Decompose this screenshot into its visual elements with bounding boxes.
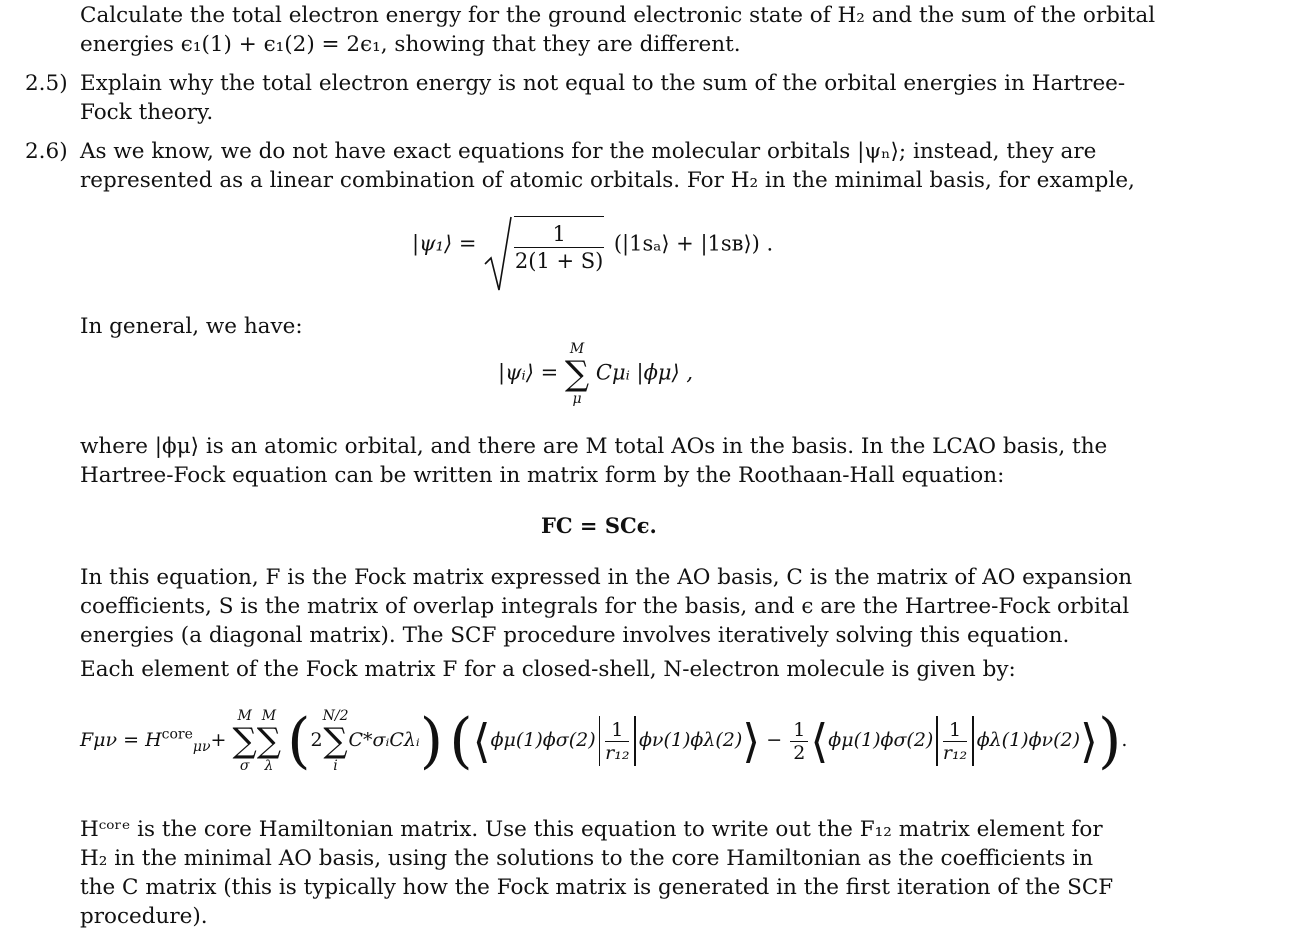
ket-exchange: ϕλ(1)ϕν(2) [976,729,1081,751]
sqrt-radical [483,216,607,274]
eq1-rhs: (|1sₐ⟩ + |1sʙ⟩) . [613,231,774,256]
equation-psi-i [498,340,693,408]
left-angle-icon: ⟨ [810,714,829,768]
bra-exchange: ϕμ(1)ϕσ(2) [828,729,934,751]
r12-fraction [943,719,967,764]
sigma-icon: ∑ [564,354,590,394]
sigma-icon: ∑ [232,721,257,761]
q26-line-1: As we know, we do not have exact equations for the molecular orbitals |ψₙ⟩; instead, they are [80,139,1097,164]
ket-coulomb: ϕν(1)ϕλ(2) [638,729,743,751]
right-paren-icon: ) [1097,706,1122,776]
r12-fraction [605,719,629,764]
hcore-line-1: Hᶜᵒʳᵉ is the core Hamiltonian matrix. Use this equation to write out the F₁₂ matrix element for [80,817,1103,842]
density-factor: 2 [310,729,323,751]
minus-sign: − [766,729,783,751]
ket-bar [634,716,636,766]
eq1-lhs: |ψ₁⟩ = [412,231,477,256]
explanation-line-2: coefficients, S is the matrix of overlap integrals for the basis, and ϵ are the Hartree-Fock orbital [80,594,1130,619]
where-line-2: Hartree-Fock equation can be written in matrix form by the Roothaan-Hall equation: [80,463,1005,488]
hcore-line-2: H₂ in the minimal AO basis, using the solutions to the core Hamiltonian as the coefficients in [80,846,1094,871]
r12-numerator: 1 [605,719,629,742]
sum-i-lower: i [333,758,338,774]
left-angle-icon: ⟨ [472,714,491,768]
sum-i [323,707,349,775]
ket-bar [972,716,974,766]
right-paren-icon: ) [419,706,444,776]
sum-sigma-upper: M [237,708,252,724]
half-denominator: 2 [793,741,806,764]
sum-lower-limit: μ [572,391,582,407]
right-angle-icon: ⟩ [742,714,761,768]
eq2-rhs: Cμᵢ |ϕμ⟩ , [595,360,694,385]
sigma-icon: ∑ [256,721,282,761]
explanation-line-4: Each element of the Fock matrix F for a closed-shell, N-electron molecule is given by: [80,657,1016,682]
sigma-icon: ∑ [323,721,348,761]
question-number-2-6: 2.6) [25,139,68,164]
sqrt-icon [483,216,513,294]
half-numerator: 1 [790,719,808,742]
q25-line-1: Explain why the total electron energy is not equal to the sum of the orbital energies in Hartree- [80,71,1126,96]
r12-numerator: 1 [943,719,967,742]
in-general-text: In general, we have: [80,314,303,339]
hcore-line-4: procedure). [80,904,208,929]
eq1-fraction [514,216,604,274]
explanation-line-3: energies (a diagonal matrix). The SCF procedure involves iteratively solving this equation. [80,623,1070,648]
sum-lambda [257,707,281,775]
fock-lhs: Fμν = H [80,729,162,751]
fock-plus: + [210,729,227,751]
explanation-line-1: In this equation, F is the Fock matrix expressed in the AO basis, C is the matrix of AO expansion [80,565,1133,590]
hcore-line-3: the C matrix (this is typically how the Fock matrix is generated in the first iteration of the SCF [80,875,1114,900]
equation-psi1 [412,216,773,274]
sum-upper-limit: M [569,341,585,357]
bra-coulomb: ϕμ(1)ϕσ(2) [490,729,596,751]
coefficients: C*σᵢCλᵢ [348,729,420,751]
r12-denominator: r₁₂ [942,741,968,764]
sum-symbol [565,340,589,408]
question-number-2-5: 2.5) [25,71,68,96]
sum-sigma-lower: σ [239,758,250,774]
equation-end-dot: . [1121,729,1128,751]
bra-bar [936,716,938,766]
q26-line-2: represented as a linear combination of atomic orbitals. For H₂ in the minimal basis, for example, [80,168,1135,193]
eq1-denominator: 2(1 + S) [514,249,604,273]
eq1-numerator: 1 [514,221,604,248]
fock-core-superscript: core [161,726,193,743]
right-angle-icon: ⟩ [1080,714,1098,768]
r12-denominator: r₁₂ [605,741,630,764]
sum-i-upper: N/2 [322,708,349,724]
sum-sigma [232,707,256,775]
eq2-lhs: |ψᵢ⟩ = [498,360,559,385]
sum-lambda-lower: λ [264,758,274,774]
intro-line-2: energies ϵ₁(1) + ϵ₁(2) = 2ϵ₁, showing that they are different. [80,32,741,57]
left-paren-icon: ( [287,706,311,776]
fock-subscript: μν [192,738,211,755]
sum-lambda-upper: M [261,708,277,724]
bra-bar [599,716,601,766]
roothaan-hall-equation: FC = SCϵ. [541,513,657,538]
fock-equation [80,707,1127,775]
half-fraction [790,719,808,764]
q25-line-2: Fock theory. [80,100,214,125]
left-paren-icon: ( [449,706,473,776]
intro-line-1: Calculate the total electron energy for the ground electronic state of H₂ and the sum of the orbital [80,3,1156,28]
where-line-1: where |ϕμ⟩ is an atomic orbital, and there are M total AOs in the basis. In the LCAO basis, the [80,434,1108,459]
